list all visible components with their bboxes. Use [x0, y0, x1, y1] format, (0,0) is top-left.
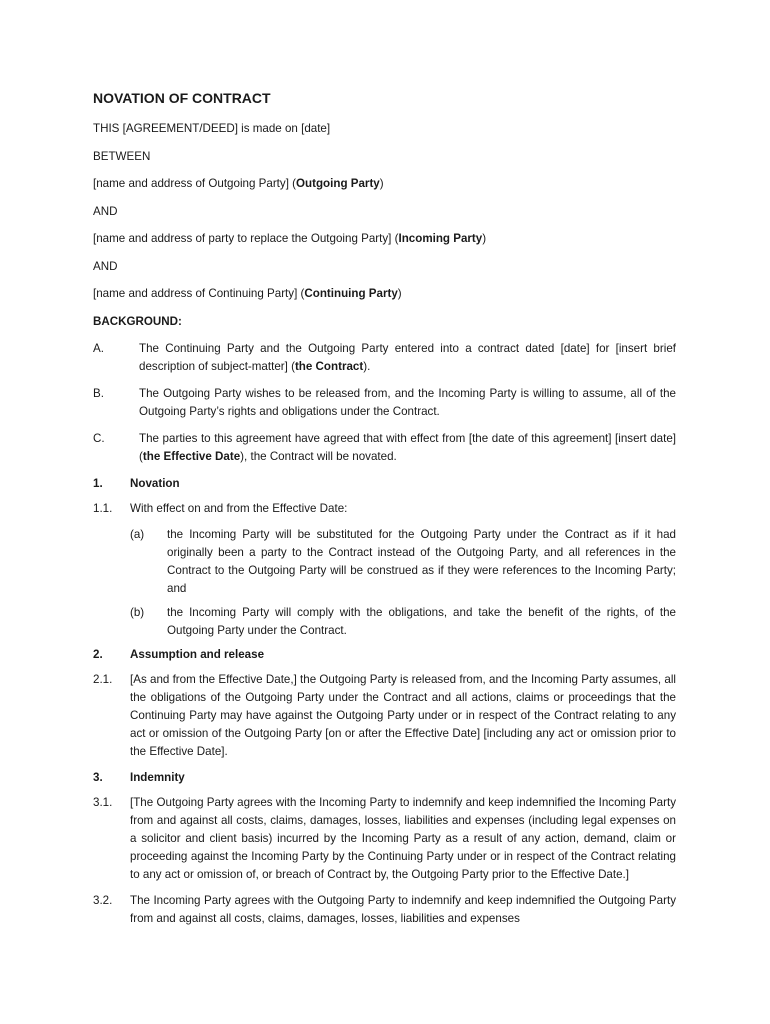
- continuing-party-text: [name and address of Continuing Party] (: [93, 287, 305, 300]
- and-label-2: AND: [93, 259, 118, 273]
- incoming-party-text: [name and address of party to replace the Outgoing Party] (: [93, 232, 399, 245]
- document-title: NOVATION OF CONTRACT: [93, 90, 271, 106]
- clause-2-1-number: 2.1.: [93, 673, 113, 686]
- clause-3-1-text: [The Outgoing Party agrees with the Incoming Party to indemnify and keep indemnified the Incoming Party from and against all costs, claims, damages, losses, liabilities and expenses (including legal expenses on a solicitor and client basis) incurred by the Incoming Party as a result of any action, demand, claim or proceeding against the Incoming Party by the Continuing Party under or in respect of the Contract relating to any act or omission of, or breach of Contract by, the Outgoing Party prior to the Effective Date.]: [130, 796, 676, 881]
- background-item-c: [93, 430, 676, 466]
- section-2-title: Assumption and release: [130, 648, 265, 661]
- background-item-a: [93, 340, 676, 376]
- clause-1-1-number: 1.1.: [93, 502, 113, 515]
- effective-date-defined-term: the Effective Date: [142, 450, 241, 463]
- section-2-number: 2.: [93, 648, 103, 661]
- clause-3-1: [93, 794, 676, 884]
- clause-3-2-number: 3.2.: [93, 894, 113, 907]
- clause-3-1-number: 3.1.: [93, 796, 113, 809]
- contract-defined-term: the Contract: [294, 360, 364, 373]
- outgoing-party-line: [93, 175, 676, 192]
- clause-1-1-b-number: (b): [130, 606, 145, 619]
- clause-1-1-b-text: the Incoming Party will comply with the obligations, and take the benefit of the rights, of the Outgoing Party under the Contract.: [167, 606, 676, 637]
- background-item-b: [93, 385, 676, 421]
- background-item-c-number: C.: [93, 432, 105, 445]
- between-label: BETWEEN: [93, 149, 151, 163]
- clause-1-1: [93, 500, 676, 518]
- clause-3-2: [93, 892, 676, 928]
- clause-2-1: [93, 671, 676, 761]
- background-item-b-text: The Outgoing Party wishes to be released from, and the Incoming Party is willing to assume, all of the Outgoing Party’s rights and obligations under the Contract.: [139, 387, 676, 418]
- section-2-heading: [93, 646, 676, 663]
- continuing-party-close: ): [397, 287, 402, 300]
- continuing-party-line: [93, 285, 676, 302]
- section-3-title: Indemnity: [130, 771, 185, 784]
- incoming-party-defined-term: Incoming Party: [398, 232, 483, 245]
- background-item-a-number: A.: [93, 342, 104, 355]
- clause-1-1-a: [130, 526, 676, 598]
- document-page: [93, 88, 676, 936]
- background-item-c-text: The parties to this agreement have agreed that with effect from [the date of this agreement] [insert date] (the Effective Date), the Contract will be novated.: [139, 432, 676, 463]
- section-3-number: 3.: [93, 771, 103, 784]
- outgoing-party-defined-term: Outgoing Party: [296, 177, 380, 190]
- clause-1-1-text: With effect on and from the Effective Date:: [130, 502, 348, 515]
- background-item-a-text: The Continuing Party and the Outgoing Party entered into a contract dated [date] for [insert brief description of subject-matter] (the Contract).: [139, 342, 676, 373]
- background-heading: BACKGROUND:: [93, 314, 182, 328]
- outgoing-party-text: [name and address of Outgoing Party] (: [93, 177, 297, 190]
- clause-1-1-b: [130, 604, 676, 640]
- clause-1-1-a-number: (a): [130, 528, 145, 541]
- section-1-title: Novation: [130, 477, 180, 490]
- and-label-1: AND: [93, 204, 118, 218]
- clause-1-1-a-text: the Incoming Party will be substituted for the Outgoing Party under the Contract as if it had originally been a party to the Contract instead of the Outgoing Party, and all references in the Contract to the Outgoing Party will be construed as if they were references to the Incoming Party; and: [167, 528, 676, 595]
- incoming-party-line: [93, 230, 676, 247]
- incoming-party-close: ): [482, 232, 487, 245]
- background-item-b-number: B.: [93, 387, 104, 400]
- section-1-number: 1.: [93, 477, 103, 490]
- continuing-party-defined-term: Continuing Party: [304, 287, 398, 300]
- section-1-heading: [93, 475, 676, 492]
- intro-line: THIS [AGREEMENT/DEED] is made on [date]: [93, 122, 331, 135]
- clause-2-1-text: [As and from the Effective Date,] the Outgoing Party is released from, and the Incoming Party assumes, all the obligations of the Outgoing Party under the Contract and all actions, claims or proceedings that the Continuing Party may have against the Outgoing Party under or in respect of the Contract relating to any act or omission of the Outgoing Party [on or after the Effective Date] [including any act or omission prior to the Effective Date].: [130, 673, 676, 758]
- clause-3-2-text: The Incoming Party agrees with the Outgoing Party to indemnify and keep indemnified the Outgoing Party from and against all costs, claims, damages, losses, liabilities and expenses: [130, 894, 676, 925]
- section-3-heading: [93, 769, 676, 786]
- outgoing-party-close: ): [379, 177, 384, 190]
